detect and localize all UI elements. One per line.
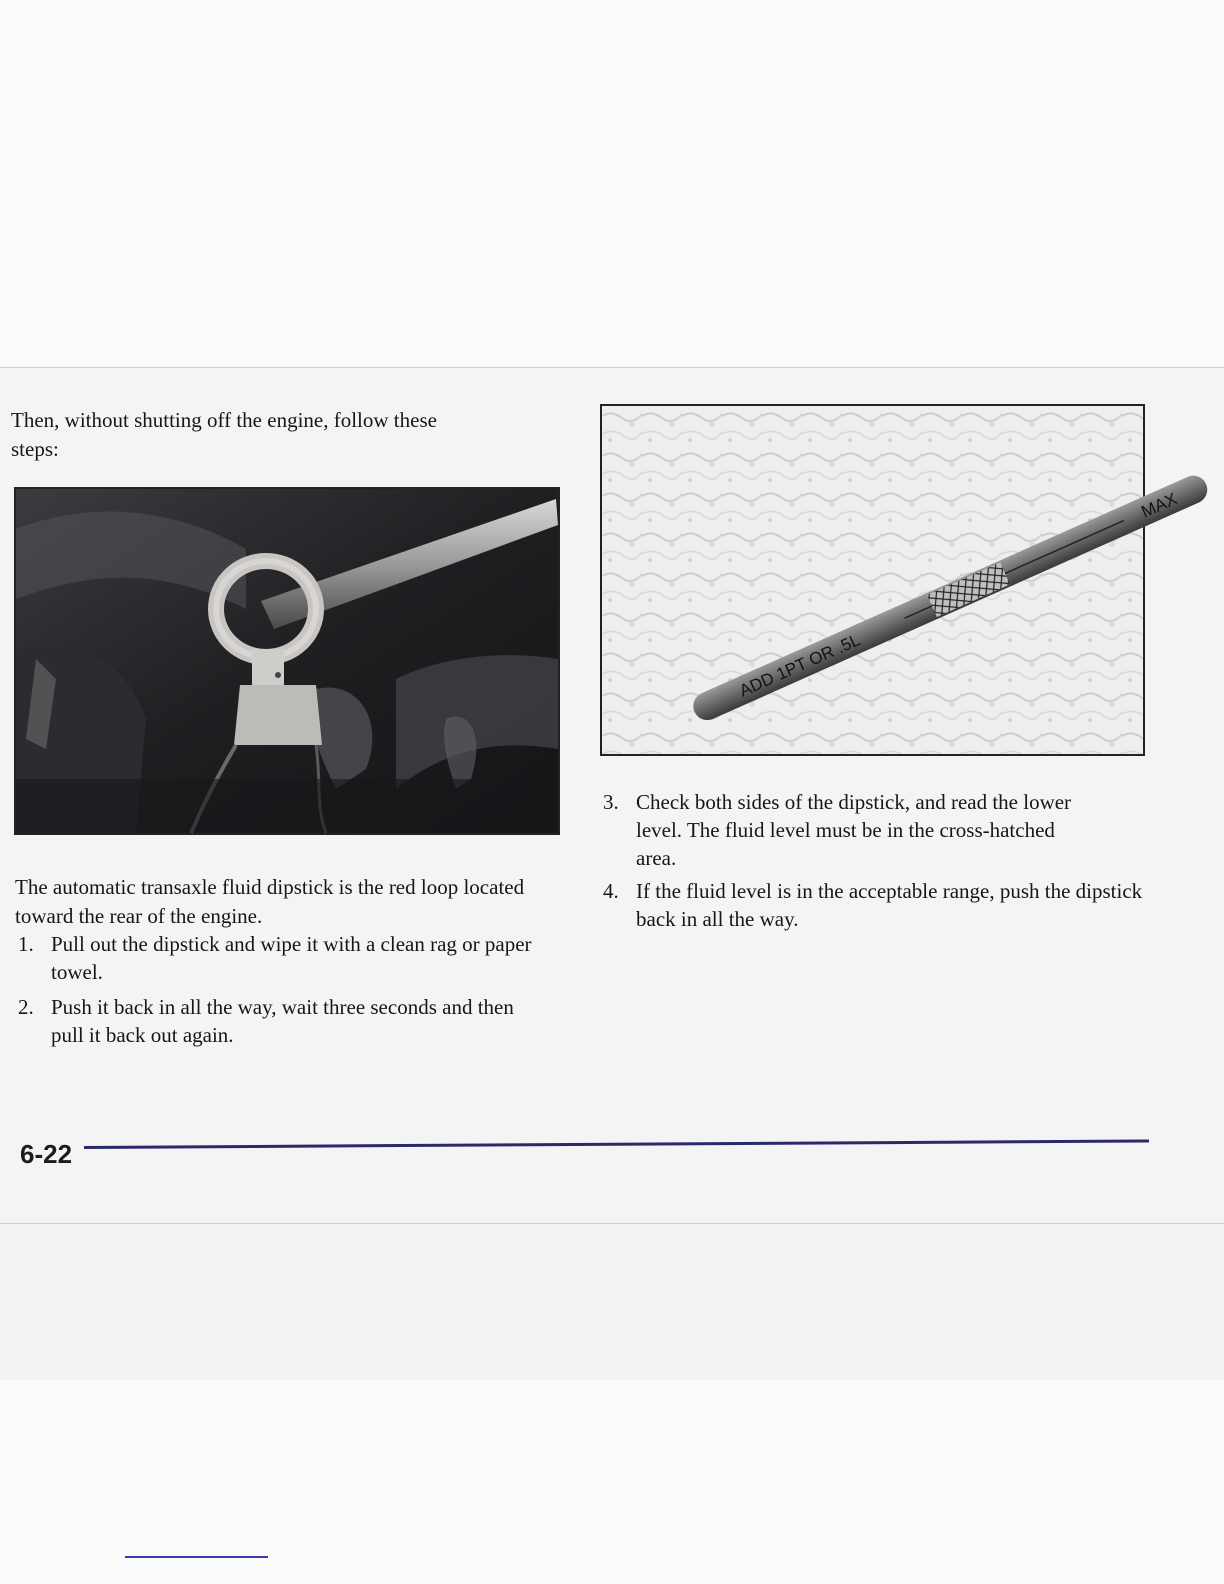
- bottom-link-underline[interactable]: [125, 1556, 268, 1558]
- step-number: 4.: [603, 879, 619, 903]
- page-gap: [0, 1224, 1224, 1380]
- dipstick-add-marking: ADD 1PT OR .5L: [736, 630, 864, 701]
- dipstick-description: The automatic transaxle fluid dipstick is the red loop located toward the rear of the engine.: [15, 875, 525, 928]
- intro-text: Then, without shutting off the engine, follow these steps:: [11, 408, 437, 461]
- step-number: 3.: [603, 790, 619, 814]
- engine-dipstick-photo: [14, 487, 560, 835]
- dipstick-max-marking: MAX: [1138, 489, 1180, 522]
- step-text: If the fluid level is in the acceptable range, push the dipstick back in all the way.: [636, 879, 1143, 931]
- step-text: Check both sides of the dipstick, and read the lower level. The fluid level must be in the cross-hatched area.: [636, 790, 1072, 870]
- dipstick-closeup-photo: [600, 404, 1180, 756]
- step-number: 1.: [18, 932, 34, 956]
- step-number: 2.: [18, 995, 34, 1019]
- step-text: Pull out the dipstick and wipe it with a clean rag or paper towel.: [51, 932, 532, 984]
- step-text: Push it back in all the way, wait three seconds and then pull it back out again.: [51, 995, 514, 1047]
- page-number: 6-22: [20, 1139, 73, 1169]
